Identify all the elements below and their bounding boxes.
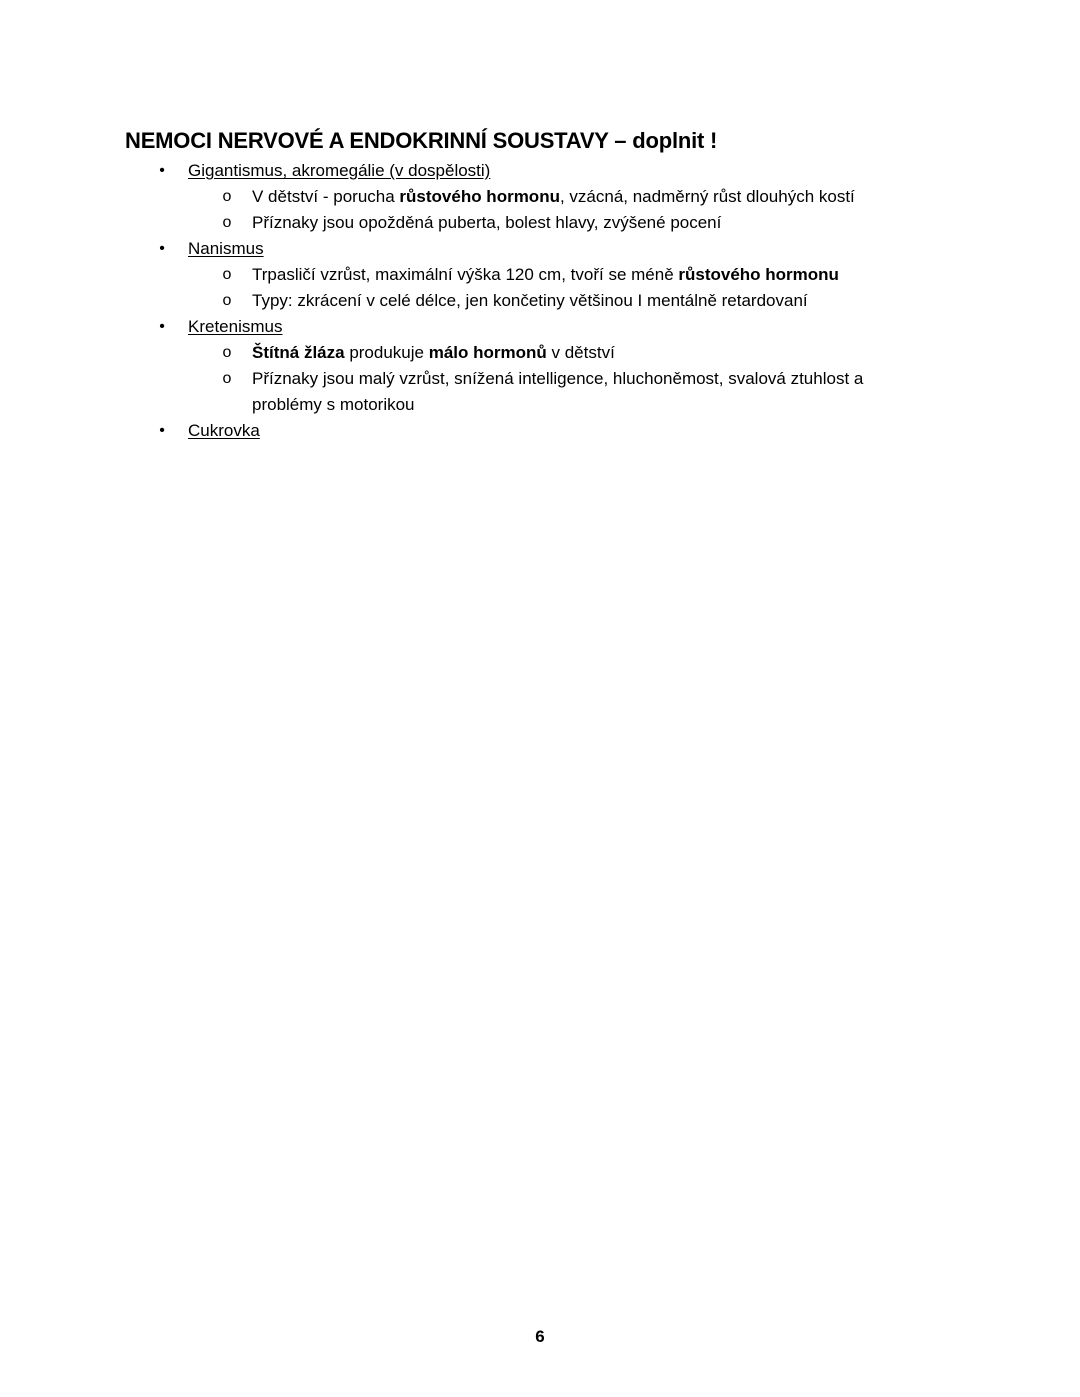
emphasized-term: růstového hormonu bbox=[399, 187, 560, 206]
sub-point-text bbox=[252, 210, 900, 236]
emphasized-term: málo hormonů bbox=[428, 343, 547, 362]
text-run: , vzácná, nadměrný růst dlouhých kostí bbox=[559, 187, 855, 206]
bullet-icon: • bbox=[159, 240, 165, 257]
text-run: Příznaky jsou malý vzrůst, snížená intelligence, hluchoněmost, svalová ztuhlost a problémy s motorikou bbox=[252, 369, 864, 414]
sub-point bbox=[0, 288, 1080, 314]
bullet-icon: • bbox=[159, 162, 165, 179]
circle-bullet-icon: o bbox=[222, 344, 232, 361]
page-number: 6 bbox=[535, 1327, 545, 1346]
text-run: Příznaky jsou opožděná puberta, bolest hlavy, zvýšené pocení bbox=[252, 213, 722, 232]
topic-heading: Nanismus bbox=[188, 239, 264, 258]
topic-heading: Kretenismus bbox=[188, 317, 283, 336]
text-run: Trpasličí vzrůst, maximální výška 120 cm, tvoří se méně bbox=[252, 265, 679, 284]
topic-item bbox=[0, 418, 1080, 444]
sub-point bbox=[0, 262, 1080, 288]
circle-bullet-icon: o bbox=[222, 370, 232, 387]
sub-point-text bbox=[252, 340, 900, 366]
sub-point-list bbox=[0, 340, 1080, 418]
sub-point-list bbox=[0, 262, 1080, 314]
sub-point bbox=[0, 366, 1080, 418]
topic-item bbox=[0, 314, 1080, 418]
topic-heading: Cukrovka bbox=[188, 421, 260, 440]
bullet-icon: • bbox=[159, 422, 165, 439]
text-run: v dětství bbox=[546, 343, 615, 362]
topic-item bbox=[0, 236, 1080, 314]
bullet-icon: • bbox=[159, 318, 165, 335]
text-run: produkuje bbox=[344, 343, 429, 362]
sub-point-text bbox=[252, 184, 900, 210]
circle-bullet-icon: o bbox=[222, 214, 232, 231]
sub-point-list bbox=[0, 184, 1080, 236]
sub-point-text bbox=[252, 262, 900, 288]
emphasized-term: růstového hormonu bbox=[678, 265, 839, 284]
page-title: NEMOCI NERVOVÉ A ENDOKRINNÍ SOUSTAVY – doplnit ! bbox=[125, 128, 718, 153]
sub-point bbox=[0, 340, 1080, 366]
sub-point bbox=[0, 184, 1080, 210]
topic-item bbox=[0, 158, 1080, 236]
emphasized-term: Štítná žláza bbox=[252, 343, 345, 362]
disease-outline bbox=[0, 158, 1080, 444]
sub-point-text bbox=[252, 366, 900, 418]
sub-point-text bbox=[252, 288, 900, 314]
text-run: Typy: zkrácení v celé délce, jen končetiny většinou I mentálně retardovaní bbox=[252, 291, 808, 310]
text-run: V dětství - porucha bbox=[252, 187, 400, 206]
circle-bullet-icon: o bbox=[222, 188, 232, 205]
circle-bullet-icon: o bbox=[222, 266, 232, 283]
topic-heading: Gigantismus, akromegálie (v dospělosti) bbox=[188, 161, 491, 180]
circle-bullet-icon: o bbox=[222, 292, 232, 309]
sub-point bbox=[0, 210, 1080, 236]
